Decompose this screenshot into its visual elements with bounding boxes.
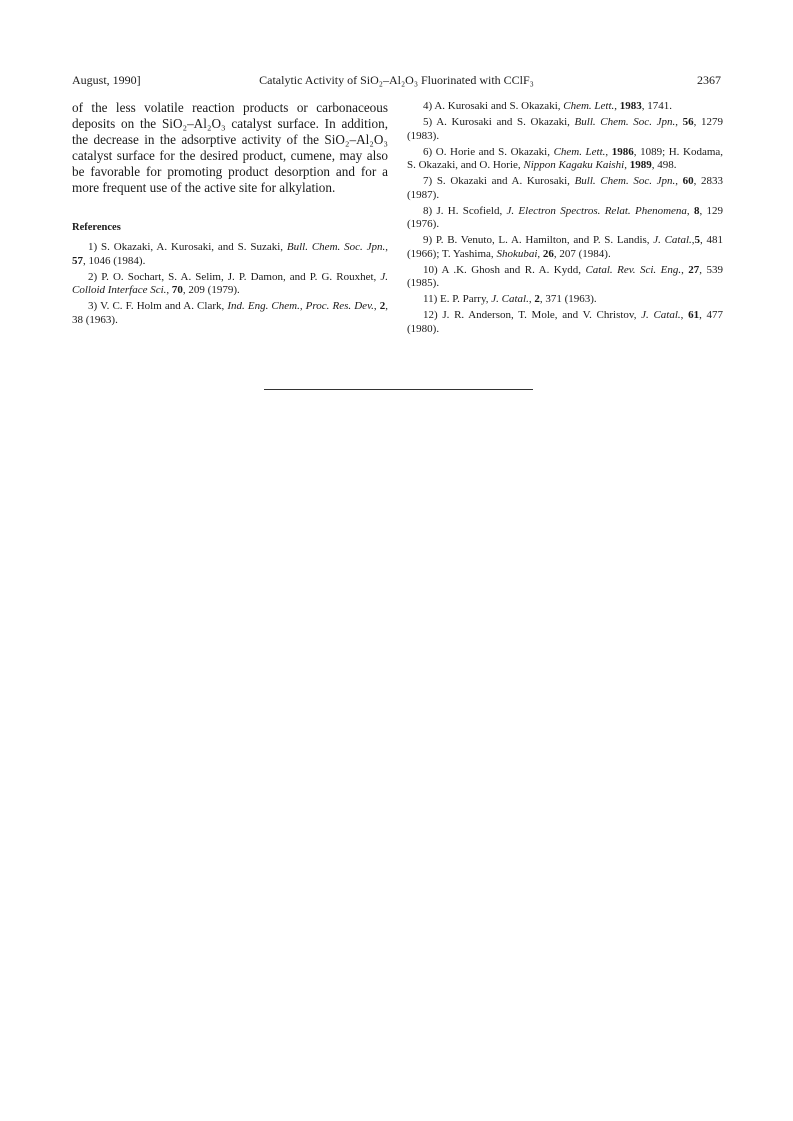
reference-pages: , 2833 (1987). (407, 175, 724, 201)
reference-item (407, 175, 723, 202)
reference-separator: , (528, 293, 535, 305)
reference-authors: S. Okazaki and A. Kurosaki, (436, 175, 575, 187)
reference-authors: P. O. Sochart, S. A. Selim, J. P. Damon, and P. G. Rouxhet, (101, 270, 381, 283)
reference-journal: Catal. Rev. Sci. Eng. (585, 263, 682, 276)
reference-journal: J. Catal. (491, 293, 529, 305)
reference-number: 8) (423, 204, 433, 217)
reference-authors: V. C. F. Holm and A. Clark, (100, 300, 228, 312)
reference-pages: , 1279 (1983). (407, 116, 723, 142)
reference-item (72, 271, 388, 298)
reference-number: 6) (423, 145, 433, 158)
reference-separator: , (166, 284, 172, 296)
body-paragraph: of the less volatile reaction products or carbonaceous deposits on the SiO₂–Al₂O₃ catalyst surface. In addition, the decrease in the adsorptive activity of the SiO₂–Al₂O₃ catalyst surface for the desired product, cumene, may also be favorable for promoting product desorption and for a more frequent use of the active site for alkylation. (72, 100, 388, 195)
reference-pages: , 38 (1963). (72, 300, 388, 326)
reference-authors: S. Okazaki, A. Kurosaki, and S. Suzaki, (101, 241, 287, 253)
reference-item (407, 205, 723, 232)
reference-separator: , (686, 204, 694, 217)
reference-volume: 57 (72, 254, 83, 267)
reference-authors: E. P. Parry, (440, 293, 492, 305)
reference-separator: , (675, 116, 683, 128)
reference-separator: , (675, 175, 683, 187)
reference-authors: A. Kurosaki and S. Okazaki, (434, 100, 564, 112)
reference-authors: P. B. Venuto, L. A. Hamilton, and P. S. Landis, (435, 234, 654, 246)
reference-pages: , 481 (1966); T. Yashima, (407, 234, 723, 260)
reference-volume: 70 (171, 284, 183, 296)
reference-number: 4) (423, 100, 433, 112)
reference-journal: Chem. Lett. (553, 145, 606, 158)
reference-journal: J. Catal. (641, 309, 681, 321)
reference-number: 7) (423, 175, 433, 187)
reference-separator: , (385, 241, 388, 253)
reference-authors: A .K. Ghosh and R. A. Kydd, (441, 263, 586, 276)
reference-number: 2) (88, 270, 98, 283)
reference-volume: 1986 (611, 145, 634, 158)
reference-pages: , 539 (1985). (407, 263, 723, 289)
reference-journal: J. Catal. (653, 234, 692, 246)
reference-item (407, 116, 723, 143)
reference-number: 9) (423, 234, 433, 246)
reference-pages: , 1741. (641, 100, 673, 112)
reference-authors: A. Kurosaki and S. Okazaki, (436, 116, 575, 128)
reference-volume: 2 (534, 293, 540, 305)
reference-item (407, 234, 723, 261)
reference-separator: , (614, 100, 620, 112)
end-rule (264, 389, 533, 390)
reference-pages: , 498. (651, 159, 677, 171)
reference-authors: J. H. Scofield, (436, 204, 507, 217)
reference-pages: , 207 (1984). (553, 247, 611, 260)
reference-authors: J. R. Anderson, T. Mole, and V. Christov, (442, 309, 642, 321)
reference-item (407, 309, 723, 336)
reference-volume: 26 (542, 247, 554, 260)
reference-pages: , 209 (1979). (182, 284, 240, 296)
reference-number: 12) (423, 309, 438, 321)
reference-number: 1) (88, 241, 98, 253)
references-list-left (72, 241, 388, 327)
reference-number: 10) (423, 263, 438, 276)
reference-volume: 1983 (619, 100, 642, 112)
reference-separator: , (681, 263, 689, 276)
references-list-right (407, 100, 723, 336)
reference-journal: Bull. Chem. Soc. Jpn. (574, 116, 676, 128)
reference-journal: Chem. Lett. (563, 100, 615, 112)
header-title: Catalytic Activity of SiO₂–Al₂O₃ Fluorinated with CClF₃ (259, 73, 534, 87)
reference-item (407, 146, 723, 173)
reference-journal: Shokubai (496, 247, 538, 260)
reference-authors: O. Horie and S. Okazaki, (435, 145, 554, 158)
reference-volume: 8 (693, 204, 700, 217)
running-header (72, 72, 721, 88)
reference-item (407, 264, 723, 291)
reference-volume: 60 (682, 175, 694, 187)
reference-pages: , 1046 (1984). (83, 254, 146, 267)
reference-pages: , 371 (1963). (539, 293, 597, 305)
reference-journal: J. Electron Spectros. Relat. Phenomena (506, 204, 687, 217)
reference-item (72, 241, 388, 268)
reference-separator: , (537, 247, 543, 260)
reference-pages: , 129 (1976). (407, 204, 723, 230)
reference-journal: Nippon Kagaku Kaishi (523, 159, 625, 171)
reference-journal: Bull. Chem. Soc. Jpn. (574, 175, 676, 187)
reference-volume: 1989 (629, 159, 652, 171)
reference-number: 11) (423, 293, 438, 305)
reference-item (407, 100, 723, 114)
reference-item (407, 293, 723, 307)
reference-separator: , (373, 300, 380, 312)
reference-number: 3) (88, 300, 98, 312)
reference-volume: 56 (682, 116, 694, 128)
reference-volume: 2 (379, 300, 386, 312)
right-column (407, 100, 723, 339)
reference-separator: , (691, 234, 695, 246)
reference-item (72, 300, 388, 327)
page-number: 2367 (697, 73, 721, 87)
references-heading: References (72, 222, 121, 233)
reference-pages: , 477 (1980). (407, 309, 724, 335)
reference-separator: , (605, 145, 612, 158)
reference-pages: , 1089; H. Kodama, S. Okazaki, and O. Horie, (407, 145, 724, 171)
reference-volume: 27 (688, 263, 700, 276)
reference-volume: 5 (694, 234, 701, 246)
reference-separator: , (680, 309, 689, 321)
header-date: August, 1990] (72, 73, 141, 87)
reference-journal: J. Colloid Interface Sci. (72, 270, 388, 296)
left-column (72, 100, 388, 330)
reference-volume: 61 (688, 309, 700, 321)
reference-journal: Bull. Chem. Soc. Jpn. (286, 241, 386, 253)
reference-journal: Ind. Eng. Chem., Proc. Res. Dev. (227, 300, 374, 312)
reference-number: 5) (423, 116, 433, 128)
reference-separator: , (624, 159, 630, 171)
